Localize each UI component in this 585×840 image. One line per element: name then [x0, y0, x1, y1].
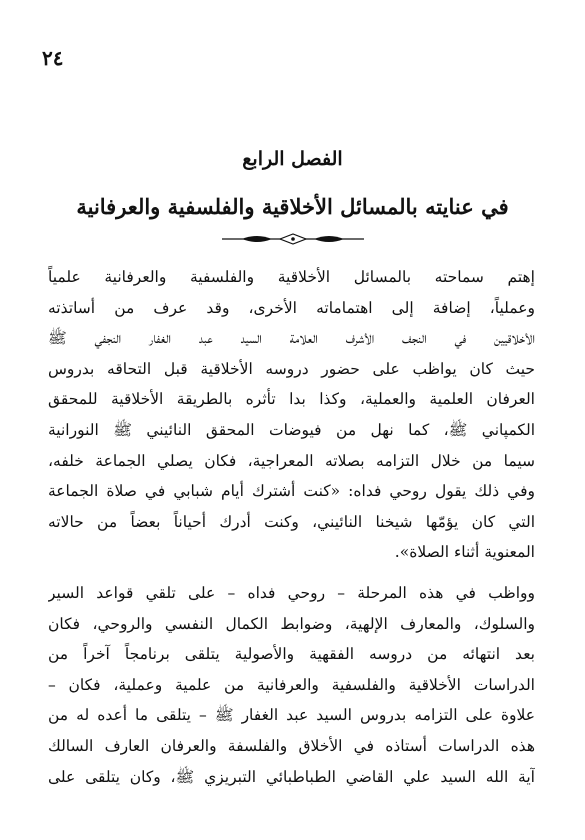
- chapter-label: الفصل الرابع: [242, 148, 343, 170]
- text-line: والسلوك، والمعارف الإلهية، وضوابط الكمال النفسي والروحي، فكان: [48, 614, 535, 633]
- text-line: وواظب في هذه المرحلة – روحي فداه – على تلقي قواعد السير: [48, 583, 535, 602]
- chapter-title: في عنايته بالمسائل الأخلاقية والفلسفية والعرفانية: [76, 194, 509, 219]
- divider-ornament: [222, 232, 364, 246]
- paragraph: [48, 262, 535, 568]
- text-line: آية الله السيد علي القاضي الطباطبائي التبريزي ﷺ، وكان يتلقى على: [48, 767, 535, 786]
- text-line: العرفان العلمية والعملية، وكذا بدا تأثره بالطريقة الأخلاقية للمحقق: [48, 390, 535, 409]
- text-line: حيث كان يواظب على حضور دروسه الأخلاقية قبل التحاقه بدروس: [48, 359, 535, 378]
- text-line: وعملياً، إضافة إلى اهتماماته الأخرى، وقد عرف من أساتذته: [48, 298, 535, 317]
- text-line: الدراسات الأخلاقية والفلسفية والعرفانية من علمية وعملية، فكان –: [48, 675, 535, 694]
- text-line: الكمپاني ﷺ، كما نهل من فيوضات المحقق النائيني ﷺ النورانية: [48, 420, 535, 439]
- text-line: علاوة على التزامه بدروس السيد عبد الغفار ﷺ – يتلقى ما أعده له من: [48, 706, 535, 725]
- text-line: بعد انتهائه من دروسه الفقهية والأصولية يتلقى برنامجاً آخراً من: [48, 645, 535, 664]
- paragraph: [48, 578, 535, 792]
- text-line: الأخلاقيين في النجف الأشرف العلامة السيد عبد الغفار النجفي ﷺ: [48, 329, 535, 348]
- page-number: ٢٤: [42, 46, 64, 70]
- text-line: إهتم سماحته بالمسائل الأخلاقية والفلسفية والعرفانية علمياً: [48, 268, 535, 286]
- text-line: وفي ذلك يقول روحي فداه: «كنت أشترك أيام شبابي في صلاة الجماعة: [48, 482, 535, 501]
- text-line: هذه الدراسات أستاذه في الأخلاق والفلسفة والعرفان العارف السالك: [48, 736, 535, 755]
- body-text: [48, 262, 535, 792]
- text-line: سيما من خلال التزامه بصلاته المعراجية، فكان يصلي الجماعة خلفه،: [48, 451, 535, 470]
- text-line: التي كان يؤمّها شيخنا النائيني، وكنت أدرك أحياناً بعضاً من حالاته: [48, 512, 535, 531]
- text-line: المعنوية أثناء الصلاة».: [394, 543, 535, 562]
